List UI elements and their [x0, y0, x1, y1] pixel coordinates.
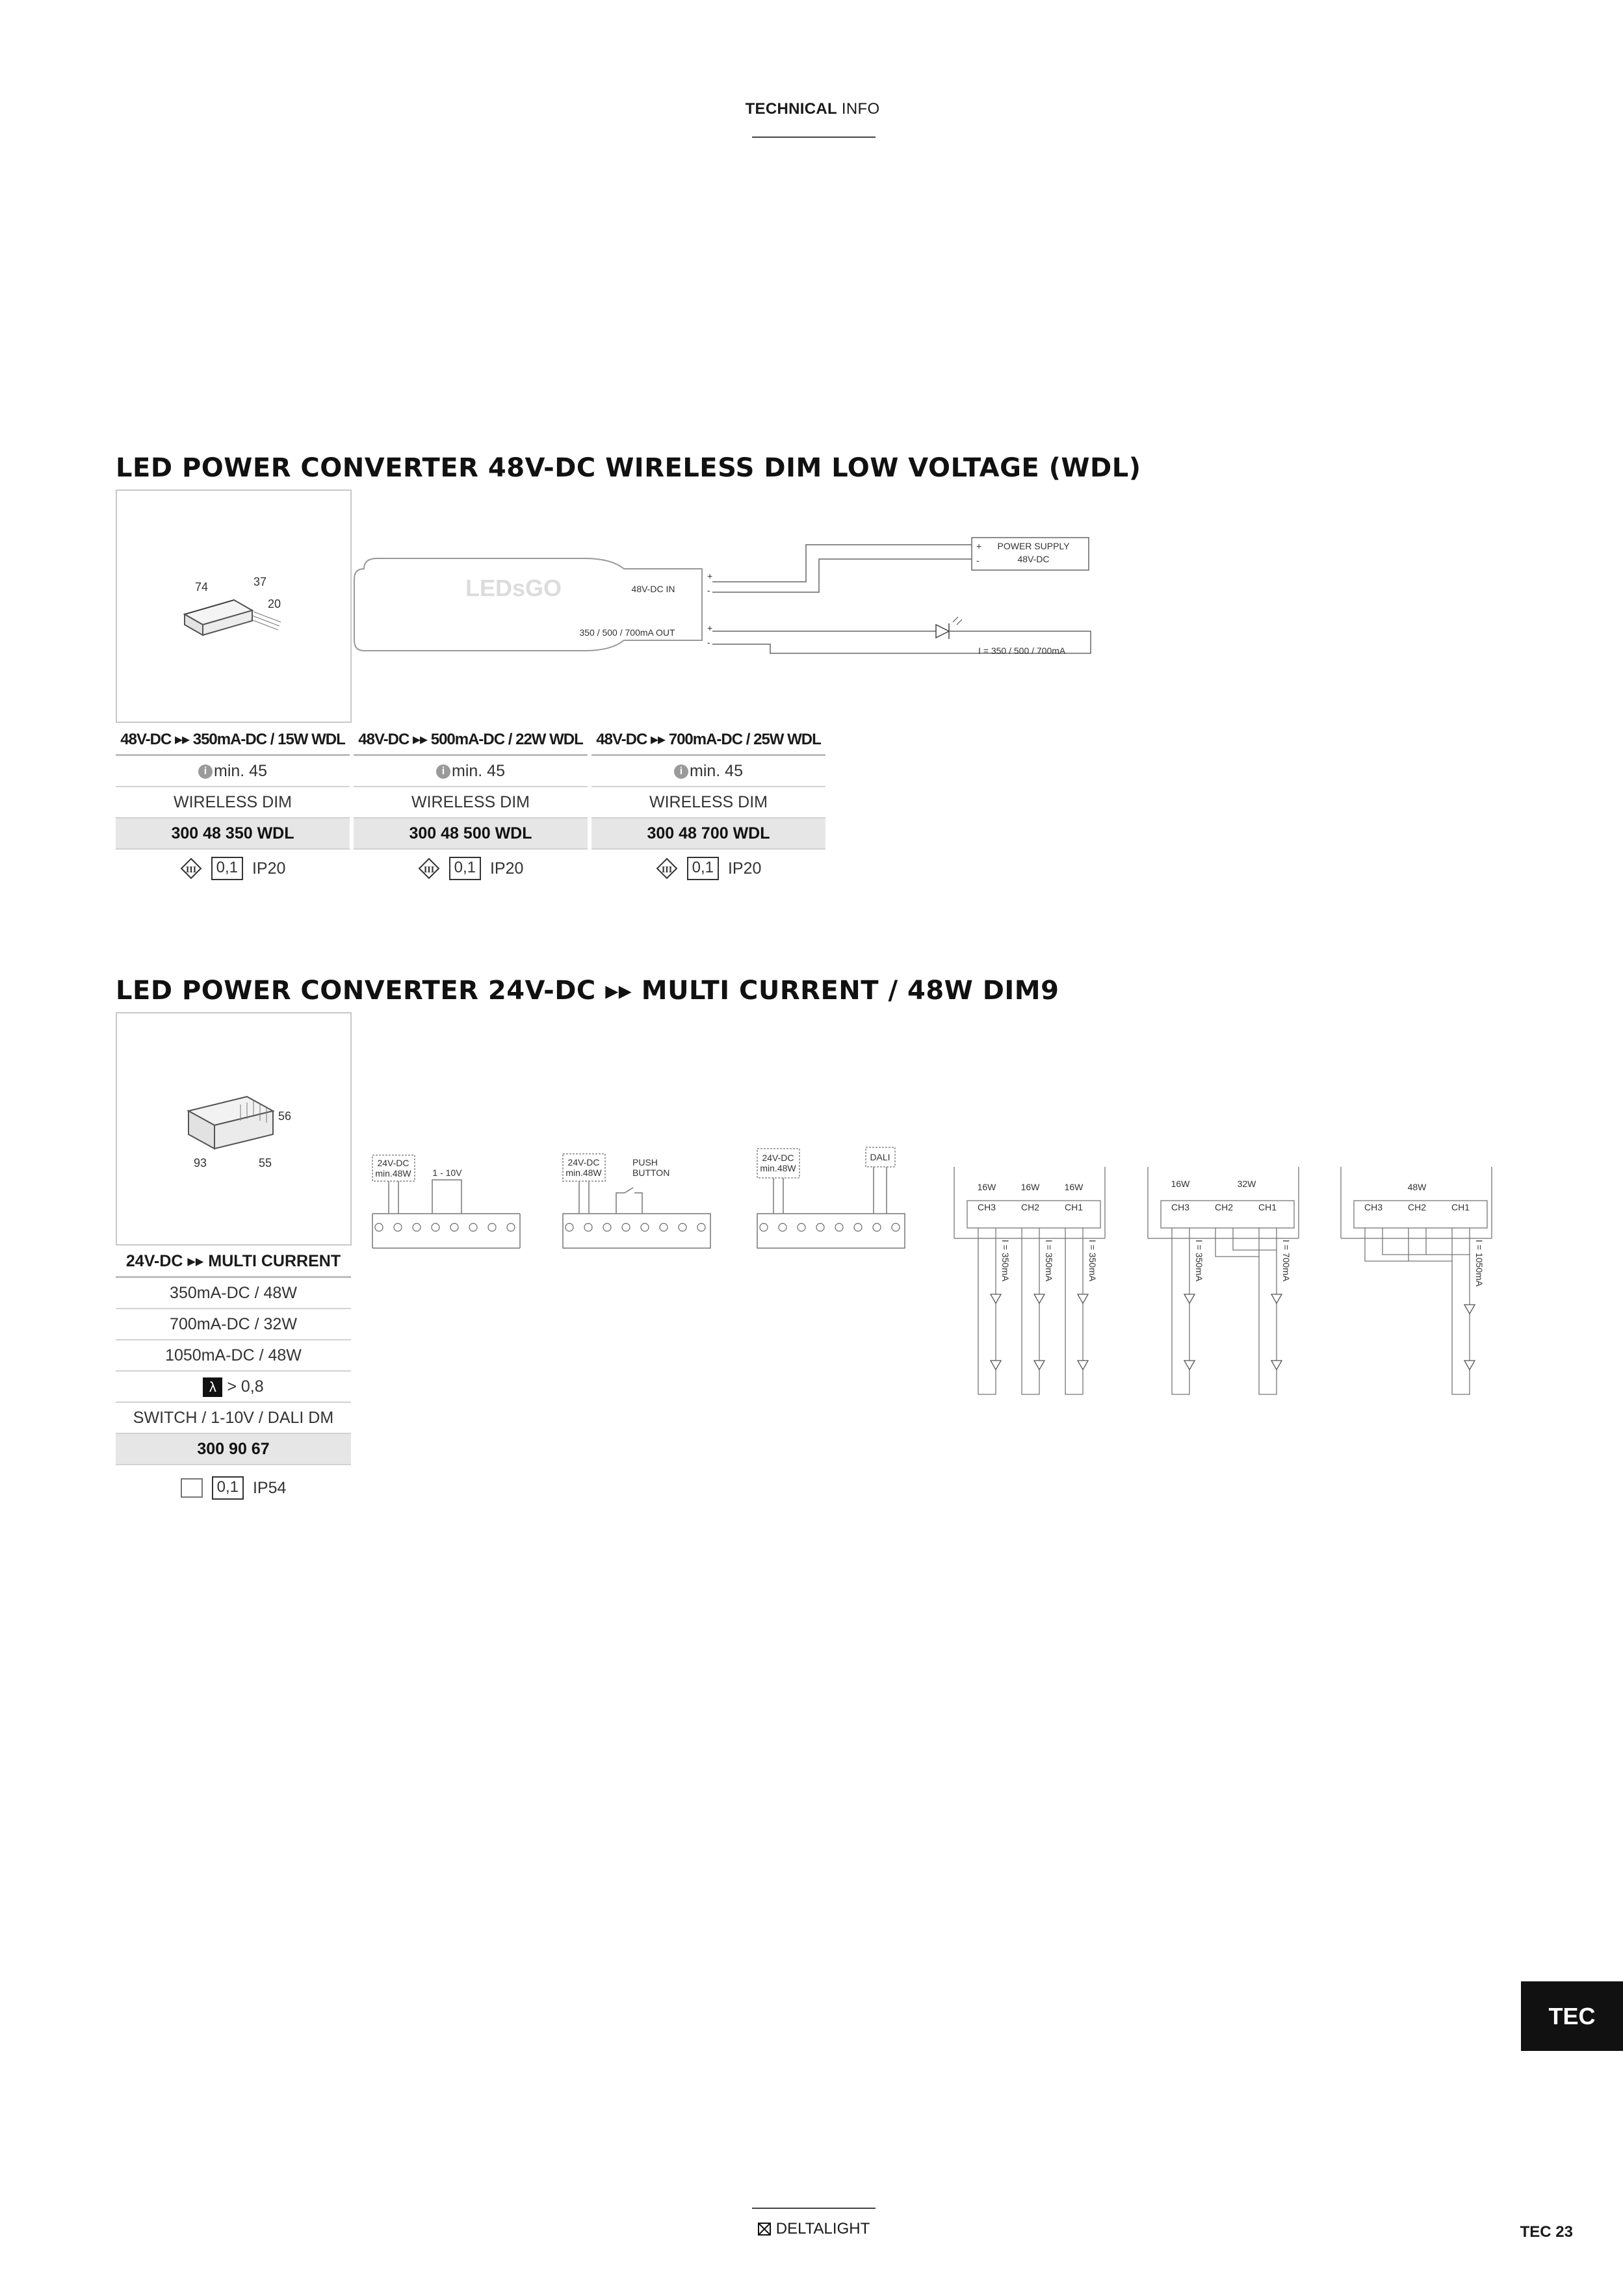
page-number: TEC 23 [1520, 2223, 1573, 2241]
svg-text:III: III [185, 865, 196, 875]
info-icon: i [436, 764, 450, 779]
spec-row: 350mA-DC / 48W [116, 1278, 351, 1309]
dim-width: 93 [194, 1156, 207, 1169]
footer-logo [752, 2220, 876, 2238]
wdl-wiring-diagram [351, 530, 1098, 670]
channel-label: CH2 [1214, 1202, 1234, 1212]
channel-label: CH1 [1064, 1202, 1084, 1212]
wiring-push-button [558, 1141, 720, 1271]
svg-text:III: III [661, 865, 672, 875]
protection-class-iii-icon [418, 857, 440, 880]
spec-row: 700mA-DC / 32W [116, 1309, 351, 1340]
dim9-dimension-drawing [117, 1013, 350, 1244]
out-plus: + [707, 623, 713, 633]
footer-divider [752, 2208, 876, 2209]
ctrl-label: DALI [870, 1152, 890, 1162]
standby-box: 0,1 [212, 1476, 244, 1500]
spec-icons [591, 850, 825, 887]
channel-current: I = 350mA [1087, 1240, 1098, 1282]
ip-rating: IP20 [489, 859, 524, 878]
header-title: TECHNICAL INFO [745, 100, 880, 118]
ctrl-label-2: BUTTON [632, 1168, 670, 1178]
input-label: 48V-DC IN [631, 584, 675, 594]
spec-heading: 48V-DC ▸▸ 500mA-DC / 22W WDL [354, 724, 588, 756]
terminal-block [565, 1223, 705, 1231]
class-ii-icon [181, 1478, 203, 1498]
footer-brand: DELTALIGHT [775, 2220, 870, 2237]
channel-diagram-3x16w [949, 1167, 1111, 1404]
lambda-icon: λ [203, 1377, 222, 1397]
dim-depth: 55 [259, 1156, 272, 1169]
led-icon [936, 617, 975, 639]
channel-watt: 16W [1171, 1179, 1190, 1189]
dim9-product-image [116, 1012, 352, 1246]
spec-min-load: i min. 45 [354, 756, 588, 787]
info-icon: i [198, 764, 213, 779]
spec-heading: 48V-DC ▸▸ 350mA-DC / 15W WDL [116, 724, 350, 756]
dim-length: 74 [195, 581, 209, 594]
channel-label: CH3 [1364, 1202, 1383, 1212]
supply-label: 24V-DC [762, 1153, 794, 1163]
channel-current: I = 350mA [1044, 1240, 1054, 1282]
spec-control: SWITCH / 1-10V / DALI DM [116, 1403, 351, 1434]
wdl-dimension-drawing [117, 491, 350, 722]
spec-icons [116, 850, 350, 887]
section1-title: LED POWER CONVERTER 48V-DC WIRELESS DIM LOW VOLTAGE (WDL) [116, 453, 1141, 483]
out-minus: - [707, 637, 710, 647]
ctrl-label: PUSH [632, 1157, 658, 1168]
channel-current: I = 1050mA [1474, 1240, 1485, 1286]
section2-title: LED POWER CONVERTER 24V-DC ▸▸ MULTI CURRENT / 48W DIM9 [116, 976, 1059, 1006]
supply-label: 24V-DC [377, 1158, 409, 1168]
ctrl-label: 1 - 10V [432, 1168, 462, 1178]
spec-dim-mode: WIRELESS DIM [354, 787, 588, 818]
channel-current: I = 350mA [1000, 1240, 1011, 1282]
channel-label: CH1 [1451, 1202, 1470, 1212]
spec-min-load: i min. 45 [591, 756, 825, 787]
standby-box: 0,1 [449, 857, 481, 880]
channel-watt: 16W [1020, 1182, 1040, 1192]
wdl-spec-column-3 [591, 724, 825, 887]
deltalight-logo-icon [758, 2223, 771, 2236]
dim-width: 37 [253, 575, 267, 588]
spec-article-code: 300 48 700 WDL [591, 818, 825, 850]
spec-power-factor: λ > 0,8 [116, 1372, 351, 1403]
channel-current: I = 350mA [1194, 1240, 1204, 1282]
ip-rating: IP54 [252, 1479, 287, 1497]
dim-height: 20 [268, 597, 281, 610]
spec-article-code: 300 90 67 [116, 1434, 351, 1465]
psu-plus: + [976, 541, 982, 551]
channel-watt: 32W [1237, 1179, 1256, 1189]
in-plus: + [707, 571, 713, 581]
dim-height: 56 [278, 1110, 292, 1123]
dim9-spec-table [116, 1245, 351, 1511]
supply-min: min.48W [375, 1168, 411, 1179]
wdl-product-image [116, 489, 352, 723]
spec-dim-mode: WIRELESS DIM [116, 787, 350, 818]
channel-watt: 16W [977, 1182, 996, 1192]
spec-min-load: i min. 45 [116, 756, 350, 787]
supply-min: min.48W [565, 1168, 602, 1178]
spec-heading: 48V-DC ▸▸ 700mA-DC / 25W WDL [591, 724, 825, 756]
ip-rating: IP20 [727, 859, 762, 878]
spec-heading: 24V-DC ▸▸ MULTI CURRENT [116, 1245, 351, 1278]
channel-watt: 48W [1407, 1182, 1427, 1192]
supply-label: 24V-DC [567, 1157, 600, 1168]
spec-icons [116, 1465, 351, 1511]
section-tab[interactable]: TEC [1521, 1981, 1623, 2051]
channel-current: I = 700mA [1281, 1240, 1292, 1282]
output-label: 350 / 500 / 700mA OUT [579, 627, 675, 638]
protection-class-iii-icon [656, 857, 678, 880]
standby-box: 0,1 [211, 857, 243, 880]
psu-label-2: 48V-DC [1017, 554, 1050, 564]
wdl-spec-column-1 [116, 724, 350, 887]
channel-label: CH2 [1407, 1202, 1427, 1212]
channel-label: CH3 [977, 1202, 996, 1212]
spec-dim-mode: WIRELESS DIM [591, 787, 825, 818]
channel-label: CH2 [1020, 1202, 1040, 1212]
header-divider [752, 137, 876, 138]
ip-rating: IP20 [252, 859, 286, 878]
psu-minus: - [976, 555, 980, 566]
psu-label-1: POWER SUPPLY [997, 541, 1070, 551]
spec-row: 1050mA-DC / 48W [116, 1340, 351, 1372]
ledsgo-watermark: LEDsGO [465, 575, 562, 601]
info-icon: i [674, 764, 688, 779]
svg-text:III: III [423, 865, 434, 875]
wiring-dali [752, 1141, 915, 1271]
wdl-spec-column-2 [354, 724, 588, 887]
terminal-block [375, 1223, 515, 1231]
channel-diagram-48w [1336, 1167, 1498, 1404]
supply-min: min.48W [760, 1163, 796, 1173]
current-label: I = 350 / 500 / 700mA [978, 646, 1066, 656]
channel-label: CH3 [1171, 1202, 1190, 1212]
spec-icons [354, 850, 588, 887]
terminal-block [760, 1223, 900, 1231]
channel-label: CH1 [1258, 1202, 1277, 1212]
standby-box: 0,1 [687, 857, 719, 880]
channel-diagram-16w-32w [1143, 1167, 1305, 1404]
led-icons [1184, 1294, 1282, 1370]
spec-article-code: 300 48 350 WDL [116, 818, 350, 850]
wiring-1-10v [367, 1141, 530, 1271]
in-minus: - [707, 585, 710, 595]
channel-watt: 16W [1064, 1182, 1084, 1192]
protection-class-iii-icon [180, 857, 202, 880]
spec-article-code: 300 48 500 WDL [354, 818, 588, 850]
